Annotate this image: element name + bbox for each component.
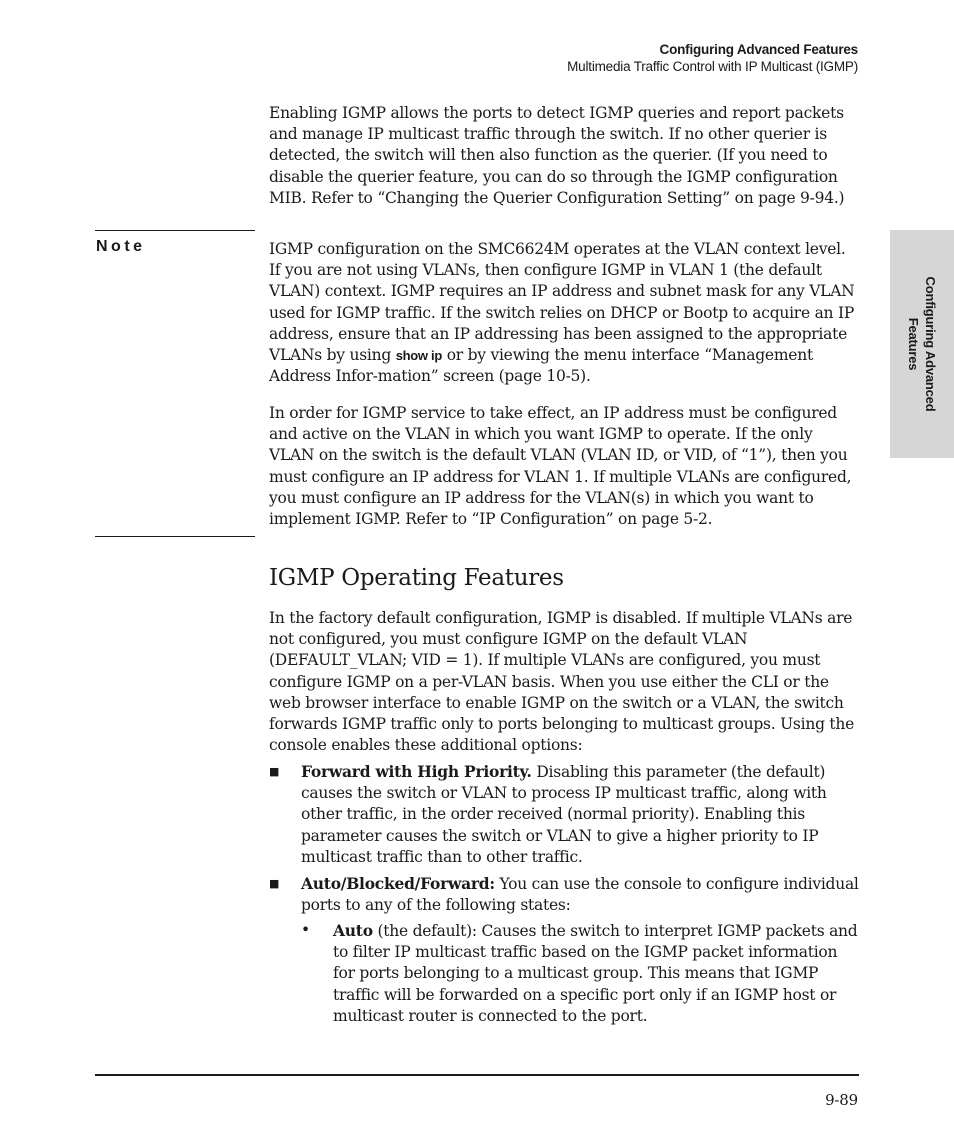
sub-bullet-term: Auto <box>333 921 373 940</box>
note-p1-text-before: IGMP configuration on the SMC6624M operates at the VLAN context level. If you are not using VLANs, then configure IGMP in VLAN 1 (the default VLAN) context. IGMP requires an IP address and subnet mask for any VLAN used for IGMP traffic. If the switch relies on DHCP or Bootp to acquire an IP address, ensure that an IP addressing has been assigned to the appropriate VLANs by using <box>269 240 855 365</box>
running-header <box>567 41 858 75</box>
bullet-term: Auto/Blocked/Forward: <box>301 874 495 893</box>
sub-bullet-text <box>333 920 859 1027</box>
footer-rule <box>95 1074 859 1076</box>
note-bottom-rule <box>95 536 255 537</box>
sub-bullet-auto <box>301 920 859 1027</box>
bullet-forward-high-priority <box>269 761 859 868</box>
bullet-marker: ■ <box>269 877 280 890</box>
page-number: 9-89 <box>825 1091 858 1109</box>
chapter-side-tab <box>890 230 954 458</box>
note-top-rule <box>95 230 255 231</box>
bullet-term: Forward with High Priority. <box>301 762 532 781</box>
note-p1-command: show ip <box>395 348 443 364</box>
note-paragraph-2: In order for IGMP service to take effect, an IP address must be configured and active on the VLAN in which you want IGMP to operate. If the only VLAN on the switch is the default VLAN (VLAN ID, or VID, of “1”), then you must configure an IP address for VLAN 1. If multiple VLANs are configured, you must configure an IP address for the VLAN(s) in which you want to implement IGMP. Refer to “IP Configuration” on page 5-2. <box>269 404 852 529</box>
note-paragraph-1 <box>269 239 859 387</box>
bullet-text <box>301 873 859 916</box>
side-tab-line-1: Configuring Advanced <box>923 276 938 412</box>
bullet-description: Disabling this parameter (the default) causes the switch or VLAN to process IP multicast traffic, along with other traffic, in the order received (normal priority). Enabling this parameter causes the switch or VLAN to give a higher priority to IP multicast traffic than to other traffic. <box>301 763 827 866</box>
intro-paragraph: Enabling IGMP allows the ports to detect IGMP queries and report packets and manage IP multicast traffic through the switch. If no other querier is detected, the switch will then also function as the querier. (If you need to disable the querier feature, you can do so through the IGMP configuration MIB. Refer to “Changing the Querier Configuration Setting” on page 9-94.) <box>269 104 845 207</box>
section-heading: IGMP Operating Features <box>269 565 564 591</box>
note-label: Note <box>96 238 146 255</box>
header-chapter-title: Configuring Advanced Features <box>659 42 858 57</box>
bullet-auto-blocked-forward <box>269 873 859 916</box>
header-section-title: Multimedia Traffic Control with IP Multicast (IGMP) <box>567 59 858 74</box>
side-tab-line-2: Features <box>906 317 921 371</box>
side-tab-label <box>905 239 939 449</box>
note-p1-text-after: or by viewing the menu interface “Management Address Infor-mation” screen (page 10-5). <box>269 346 813 386</box>
sub-bullet-description: (the default): Causes the switch to interpret IGMP packets and to filter IP multicast traffic based on the IGMP packet information for ports belonging to a multicast group. This means that IGMP traffic will be forwarded on a specific port only if an IGMP host or multicast router is connected to the port. <box>333 922 858 1025</box>
bullet-description: You can use the console to configure individual ports to any of the following states: <box>301 875 859 915</box>
section-paragraph: In the factory default configuration, IGMP is disabled. If multiple VLANs are not configured, you must configure IGMP on the default VLAN (DEFAULT_VLAN; VID = 1). If multiple VLANs are configured, you must configure IGMP on a per-VLAN basis. When you use either the CLI or the web browser interface to enable IGMP on the switch or a VLAN, the switch forwards IGMP traffic only to ports belonging to multicast groups. Using the console enables these additional options: <box>269 609 855 755</box>
bullet-text <box>301 761 859 868</box>
sub-bullet-marker: • <box>301 921 311 939</box>
bullet-marker: ■ <box>269 765 280 778</box>
